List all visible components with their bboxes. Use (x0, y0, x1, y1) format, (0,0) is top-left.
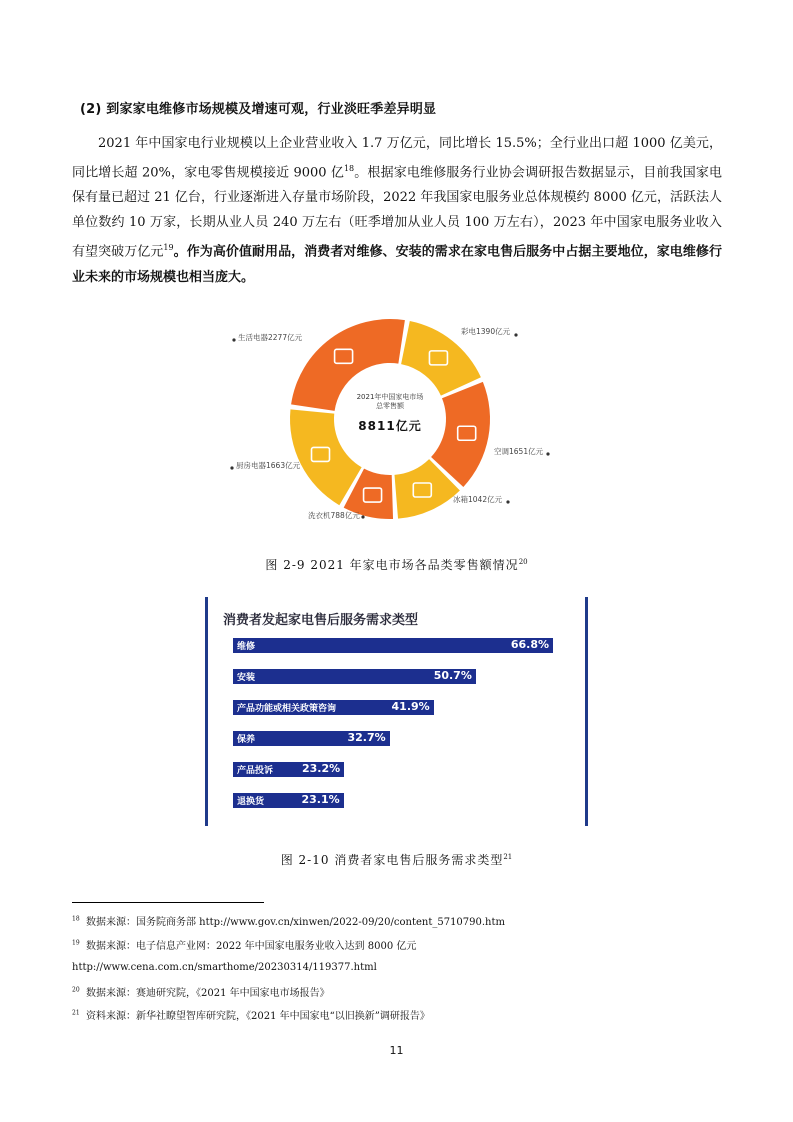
footnote-text: 数据来源：国务院商务部 http://www.gov.cn/xinwen/2022-09/20/content_5710790.htm (86, 917, 506, 928)
leader-dot-washer (361, 515, 364, 518)
bar-chart-title: 消费者发起家电售后服务需求类型 (223, 613, 419, 628)
leader-dot-tv (514, 333, 517, 336)
bar-chart (205, 597, 588, 826)
section-heading: (2) 到家家电维修市场规模及增速可观，行业淡旺季差异明显 (80, 102, 437, 117)
bar-label: 保养 (237, 735, 256, 745)
figure-2-10-caption-text: 图 2-10 消费者家电售后服务需求类型 (280, 853, 504, 867)
footnote-19 (72, 937, 416, 952)
footnote-19-url[interactable]: http://www.cena.com.cn/smarthome/20230314/119377.html (72, 962, 377, 973)
bar-label: 维修 (237, 642, 256, 652)
bar-label: 产品功能或相关政策咨询 (237, 704, 337, 714)
bar-label: 产品投诉 (237, 766, 274, 776)
label-ac: 空调1651亿元 (494, 447, 544, 456)
bar-value: 66.8% (510, 638, 549, 651)
footnote-number: 21 (72, 1009, 80, 1017)
footnote-text: 数据来源：赛迪研究院，《2021 年中国家电市场报告》 (86, 988, 330, 999)
label-fridge: 冰箱1042亿元 (453, 495, 503, 504)
bar-2 (233, 669, 476, 684)
bar-6 (233, 793, 344, 808)
label-washer: 洗衣机788亿元 (308, 511, 360, 520)
figure-2-9-caption (0, 556, 793, 573)
footnote-ref-18[interactable]: 18 (343, 164, 355, 173)
label-living: 生活电器2277亿元 (238, 333, 303, 342)
bar-value: 23.1% (301, 793, 340, 806)
footnote-21 (72, 1007, 430, 1022)
label-tv: 彩电1390亿元 (461, 327, 511, 336)
bar-chart-right-border (585, 597, 588, 826)
figure-2-10-caption (0, 851, 793, 868)
footnote-20 (72, 984, 330, 999)
bar-value: 50.7% (433, 669, 472, 682)
leader-dot-kitchen (230, 466, 233, 469)
figure-2-9-caption-text: 图 2-9 2021 年家电市场各品类零售额情况 (265, 558, 519, 572)
bar-1 (233, 638, 553, 653)
bar-chart-left-border (205, 597, 208, 826)
bar-value: 41.9% (391, 700, 430, 713)
leader-dot-fridge (506, 500, 509, 503)
bar-value: 32.7% (347, 731, 386, 744)
footnote-18 (72, 913, 505, 928)
paragraph-part-2: 。根据家电维修服务行业协会调研报告数据显示，目前我国家电保有量已超过 21 亿台，行业逐渐进入存量市场阶段，2022 年我国家电服务业总体规模约 8000 亿元，活跃法人单位数约 10 万家，长期从业人员 240 万左右（旺季增加从业人员 100 万左右），2023 年中国家电服务业收入有望突破万亿元 (72, 165, 722, 260)
paragraph-part-1: 2021 年中国家电行业规模以上企业营业收入 1.7 万亿元，同比增长 15.5%；全行业出口超 1000 亿美元，同比增长超 20%，家电零售规模接近 9000 亿 (72, 136, 722, 181)
leader-dot-living (232, 338, 235, 341)
bar-label: 退换货 (237, 797, 265, 807)
body-paragraph (72, 131, 722, 290)
donut-center (340, 393, 440, 434)
bar-label: 安装 (237, 673, 256, 683)
footnote-ref-19[interactable]: 19 (163, 243, 174, 253)
donut-chart (220, 308, 580, 530)
bar-value: 23.2% (301, 762, 341, 775)
bar-4 (233, 731, 390, 746)
footnote-divider (72, 902, 264, 903)
donut-center-value: 8811亿元 (358, 419, 422, 433)
donut-center-subtitle: 总零售额 (376, 402, 404, 410)
bar-3 (233, 700, 434, 715)
footnote-ref-20[interactable]: 20 (518, 558, 528, 566)
footnote-number: 19 (72, 939, 80, 947)
paragraph-part-3: 。作为高价值耐用品，消费者对维修、安装的需求在家电售后服务中占据主要地位，家电维修行业未来的市场规模也相当庞大。 (72, 244, 722, 285)
footnote-text: 资料来源：新华社瞭望智库研究院，《2021 年中国家电“以旧换新”调研报告》 (86, 1011, 430, 1022)
footnote-number: 18 (72, 915, 80, 923)
footnote-text: 数据来源：电子信息产业网：2022 年中国家电服务业收入达到 8000 亿元 (86, 941, 417, 952)
footnote-ref-21[interactable]: 21 (503, 853, 513, 861)
bar-5 (233, 762, 344, 777)
leader-dot-ac (546, 452, 549, 455)
footnote-number: 20 (72, 986, 80, 994)
page-number: 11 (389, 1044, 404, 1057)
label-kitchen: 厨房电器1663亿元 (236, 461, 301, 470)
donut-center-title: 2021年中国家电市场 (356, 393, 424, 401)
